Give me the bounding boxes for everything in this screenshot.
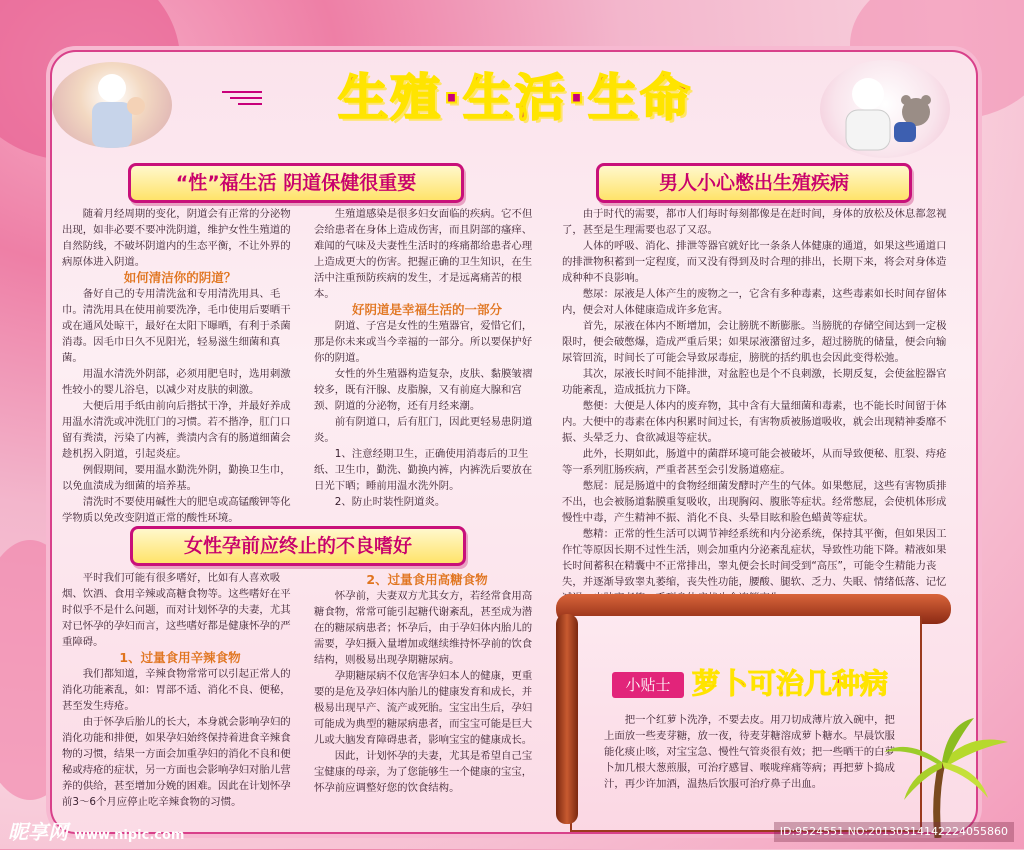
heading-text: “性”福生活 阴道保健很重要 bbox=[175, 172, 417, 194]
paragraph: 由于怀孕后胎儿的长大，本身就会影响孕妇的消化功能和排便，如果孕妇始终保持着进食辛辣食物的习惯，结果一方面会加重孕妇的消化不良和便秘或痔疮的症状，另一方面也会影响孕妇对胎儿营养的供给，甚至增加分娩的困难。因此在计划怀孕前3～6个月应停止吃辛辣食物的习惯。 bbox=[62, 716, 291, 808]
paragraph: 1、注意经期卫生，正确使用消毒后的卫生纸、卫生巾，勤洗、勤换内裤，内裤洗后要放在日光下晒；睡前用温水洗外阴。 bbox=[314, 448, 533, 492]
paragraph: 前有阴道口，后有肛门，因此更轻易患阴道炎。 bbox=[314, 416, 533, 444]
paragraph: 例假期间，要用温水勤洗外阴，勤换卫生巾，以免血渍成为细菌的培养基。 bbox=[62, 464, 291, 492]
paragraph: 随着月经周期的变化，阴道会有正常的分泌物出现，如非必要不要冲洗阴道，维护女性生殖道的自然防线，不破坏阴道内的生态平衡，不让外界的病原体进入阴道。 bbox=[62, 208, 291, 268]
palm-tree-decoration bbox=[878, 718, 1018, 838]
paragraph: 首先，尿液在体内不断增加，会让膀胱不断膨胀。当膀胱的存储空间达到一定极限时，便会破憋爆，造成严重后果；如果尿液潴留过多，超过膀胱的储量，便会向输尿管回流，时间长了可能会导致尿毒症，膀胱的括约肌也会因此变得松弛。 bbox=[562, 320, 947, 364]
tips-heading: 萝卜可治几种病 bbox=[692, 667, 889, 700]
paragraph: 憋尿：尿液是人体产生的废物之一，它含有多种毒素，这些毒素如长时间存留体内，便会对人体健康造成许多危害。 bbox=[562, 288, 947, 316]
paragraph: 怀孕前，夫妻双方尤其女方，若经常食用高糖食物，常常可能引起糖代谢紊乱，甚至成为潜在的糖尿病患者；怀孕后，由于孕妇体内胎儿的需要，孕妇摄入量增加或继续维持怀孕前的饮食结构，则极易出现孕期糖尿病。 bbox=[314, 590, 533, 666]
heading-text: 男人小心憋出生殖疾病 bbox=[658, 172, 849, 194]
section-column bbox=[314, 206, 540, 510]
section-column bbox=[604, 712, 904, 792]
paragraph: 用温水清洗外阴部，必须用肥皂时，选用刺激性较小的婴儿浴皂，以减少对皮肤的刺激。 bbox=[62, 368, 291, 396]
title-speed-lines-decoration bbox=[222, 88, 262, 108]
section-column bbox=[562, 206, 948, 606]
section-subheading: 如何清洁你的阴道？ bbox=[123, 270, 237, 285]
paragraph: 备好自己的专用清洗盆和专用清洗用具、毛巾。清洗用具在使用前要洗净，毛巾使用后要晒干或在通风处晾干，最好在太阳下曝晒，有利于杀菌消毒。因毛巾日久不见阳光，轻易滋生细菌和真菌。 bbox=[62, 288, 291, 364]
paragraph: 大便后用手纸由前向后揩拭干净，并最好养成用温水清洗或冲洗肛门的习惯。若不揩净，肛门口留有粪渍，污染了内裤，粪渍内含有的肠道细菌会趁机拐入阴道，引起炎症。 bbox=[62, 400, 291, 460]
scroll-roll bbox=[556, 614, 578, 824]
paragraph: 把一个红萝卜洗净，不要去皮。用刀切成薄片放入碗中，把上面放一些麦芽糖，放一夜，待麦芽糖溶成萝卜糖水。早晨饮服能化痰止咳，对宝宝急、慢性气管炎很有效；把一些晒干的白萝卜加几根大葱煎服，可治疗感冒、喉咙痒痛等病；再把萝卜捣成汁，再少许加酒，温热后饮服可治疗鼻子出血。 bbox=[604, 714, 895, 790]
baby-with-teddy-photo bbox=[820, 60, 950, 158]
paragraph: 因此，计划怀孕的夫妻，尤其是希望自己宝宝健康的母亲，为了您能够生一个健康的宝宝，怀孕前应调整好您的饮食结构。 bbox=[314, 750, 533, 794]
paragraph: 生殖道感染是很多妇女面临的疾病。它不但会给患者在身体上造成伤害，而且阴部的瘙痒、难闻的气味及夫妻性生活时的疼痛都给患者心理上造成更大的伤害。把握正确的卫生知识，在生活中注重预防疾病的发生，才是远离痛苦的根本。 bbox=[314, 208, 533, 300]
heading-text: 女性孕前应终止的不良嗜好 bbox=[183, 535, 412, 557]
paragraph: 我们都知道，辛辣食物常常可以引起正常人的消化功能紊乱，如：胃部不适、消化不良、便秘，甚至发生痔疮。 bbox=[62, 668, 291, 712]
mother-and-baby-photo bbox=[52, 62, 172, 148]
tips-badge: 小贴士 bbox=[612, 672, 684, 698]
paragraph: 由于时代的需要，都市人们每时每刻都像是在赶时间，身体的放松及休息都忽视了，甚至是生理需要也忍了又忍。 bbox=[562, 208, 947, 236]
paragraph: 憋屁：屁是肠道中的食物经细菌发酵时产生的气体。如果憋屁，这些有害物质排不出，也会被肠道黏膜重复吸收，出现胸闷、腹胀等症状。经常憋屁，会使机体形成慢性中毒，产生精神不振、消化不良、头晕目眩和脸色蜡黄等症状。 bbox=[562, 480, 947, 524]
logo-url: www.nipic.com bbox=[74, 828, 185, 843]
paragraph: 孕期糖尿病不仅危害孕妇本人的健康，更重要的是危及孕妇体内胎儿的健康发育和成长，并极易出现早产、流产或死胎。宝宝出生后，孕妇可能成为典型的糖尿病患者，而宝宝可能是巨大儿或大脑发育障碍患者，影响宝宝的健康成长。 bbox=[314, 670, 533, 746]
paragraph: 平时我们可能有很多嗜好，比如有人喜欢吸烟、饮酒、食用辛辣或高糖食物等。这些嗜好在平时似乎不是什么问题，而对计划怀孕的夫妻，尤其对已怀孕的孕妇而言，这些嗜好都是健康怀孕的严重障碍。 bbox=[62, 572, 291, 648]
paragraph: 憋便：大便是人体内的废弃物，其中含有大量细菌和毒素，也不能长时间留于体内。大便中的毒素在体内积累时间过长，有害物质被肠道吸收，就会出现精神委靡不振、头晕乏力、食欲减退等症状。 bbox=[562, 400, 947, 444]
section-subheading: 2、过量食用高糖食物 bbox=[366, 572, 488, 587]
paragraph: 其次，尿液长时间不能排泄，对盆腔也是个不良刺激，长期反复，会使盆腔器官功能紊乱，造成抵抗力下降。 bbox=[562, 368, 947, 396]
paragraph: 人体的呼吸、消化、排泄等器官就好比一条条人体健康的通道，如果这些通道口的排泄物积蓄到一定程度，而又没有得到及时合理的排出，长期下来，将会对身体造成种种不良影响。 bbox=[562, 240, 947, 284]
paragraph: 清洗时不要使用碱性大的肥皂或高锰酸钾等化学物质以免改变阴道正常的酸性环境。 bbox=[62, 496, 291, 524]
section-subheading: 好阴道是幸福生活的一部分 bbox=[351, 302, 502, 317]
image-id-label: ID:9524551 NO:20130314142224055860 bbox=[774, 822, 1014, 842]
section-column bbox=[62, 206, 298, 526]
page-title: 生殖·生活·生命 bbox=[338, 69, 692, 127]
paragraph: 阴道、子宫是女性的生殖器官，爱惜它们，那是你未来或当今幸福的一部分。所以要保护好你的阴道。 bbox=[314, 320, 533, 364]
paragraph: 2、防止时装性阴道炎。 bbox=[334, 496, 446, 508]
section-heading-vaginal-health bbox=[128, 163, 464, 203]
paragraph: 此外，长期如此，肠道中的菌群环境可能会被破坏，从而导致便秘、肛裂、痔疮等一系列肛肠疾病，严重者甚至会引发肠道癌症。 bbox=[562, 448, 947, 476]
section-heading-bad-habits bbox=[130, 526, 466, 566]
watermark-logo bbox=[8, 818, 184, 846]
section-column bbox=[314, 572, 540, 796]
section-subheading: 1、过量食用辛辣食物 bbox=[119, 650, 241, 665]
logo-text: 昵享网 bbox=[8, 820, 68, 844]
section-column bbox=[62, 570, 298, 810]
paragraph: 女性的外生殖器构造复杂，皮肤、黏膜皱褶较多，既有汗腺、皮脂腺，又有前庭大腺和宫颈、阴道的分泌物，还有月经来潮。 bbox=[314, 368, 533, 412]
section-heading-male-health bbox=[596, 163, 912, 203]
paragraph: 憋精：正常的性生活可以调节神经系统和内分泌系统，保持其平衡，但如果因工作忙等原因长期不过性生活，则会加重内分泌紊乱症状，导致性功能下降。精液如果长时间蓄积在精囊中不正常排出，睾丸便会长时间受到“高压”，可能令生精能力丧失，并逐渐导致睾丸萎缩，丧失性功能，腰酸、腿软、乏力、失眠、情绪低落、记忆 bbox=[562, 528, 947, 588]
